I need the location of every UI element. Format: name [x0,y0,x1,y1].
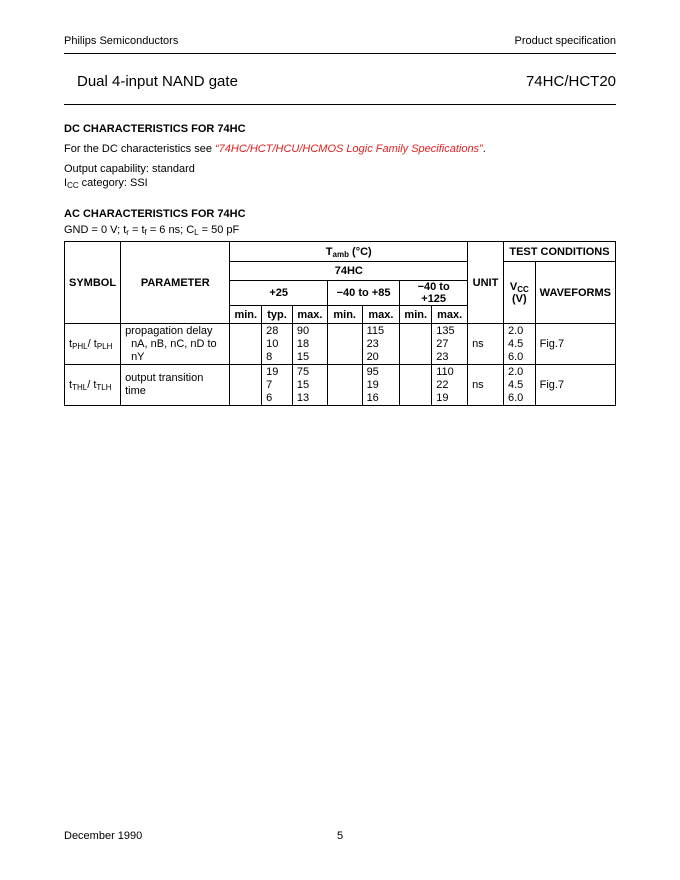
dc-intro-end: . [482,143,486,155]
col-label: max. [362,306,400,324]
header-rule-top [64,53,616,54]
max-125-cell [432,324,468,365]
value: 8 [266,350,273,363]
symbol-separator: / [87,337,94,350]
unit-cell: ns [468,324,504,365]
parameter-subtext: nA, nB, nC, nD to nY [131,337,217,363]
col-label: min. [400,306,432,324]
range-header-85: −40 to +85 [327,281,399,306]
symbol-cell [65,324,121,365]
symbol-text: t [93,378,97,391]
min-85-cell [327,324,362,365]
output-capability: Output capability: standard [64,163,195,175]
dc-heading: DC CHARACTERISTICS FOR 74HC [64,123,246,135]
value: 15 [296,378,310,391]
parameter-text: output transition time [125,372,204,397]
max-25-cell [292,365,327,406]
tamb-unit: (°C) [348,245,372,258]
range-header-125: −40 to +125 [400,281,468,306]
parameter-cell [121,324,230,365]
min-25-cell [230,365,262,406]
value: 115 [366,324,385,337]
value: 10 [266,337,279,350]
symbol-separator: / [87,378,94,391]
col-label: min. [327,306,362,324]
cond-sub-l: L [194,228,199,237]
company-name: Philips Semiconductors [64,35,179,47]
symbol-subscript: THL [72,382,88,392]
document-type: Product specification [514,35,616,47]
vcc-cell [503,365,535,406]
cond-sub-r: r [126,228,129,237]
footer-date: December 1990 [64,830,143,842]
value: 28 [266,324,279,337]
value: 27 [436,337,449,350]
parameter-header: PARAMETER [121,242,230,324]
unit-header: UNIT [468,242,504,324]
icc-symbol: I [64,177,68,189]
value: 95 [366,365,379,378]
symbol-subscript: PHL [72,341,88,351]
dc-intro [64,142,486,156]
document-title: Dual 4-input NAND gate [77,73,238,90]
cond-part-4: = 50 pF [198,224,240,236]
value: 19 [366,378,379,391]
max-125-cell [432,365,468,406]
value: 2.0 [507,324,524,337]
value: 135 [436,324,455,337]
ac-characteristics-table [64,241,616,406]
value: 15 [296,350,310,363]
symbol-text: t [69,337,73,350]
col-label: max. [292,306,327,324]
value: 16 [366,391,379,404]
parameter-cell [121,365,230,406]
max-85-cell [362,324,400,365]
value: 6 [266,391,273,404]
value: 4.5 [507,378,524,391]
family-header: 74HC [230,262,468,281]
waveform-cell: Fig.7 [535,365,615,406]
value: 110 [436,365,454,378]
value: 22 [436,378,449,391]
vcc-unit: (V) [511,292,527,305]
col-label: min. [230,306,262,324]
header-rule-bottom [64,104,616,105]
symbol-header: SYMBOL [65,242,121,324]
table-row [65,365,616,406]
value: 2.0 [507,365,524,378]
symbol-subscript: PLH [96,341,113,351]
vcc-header [503,262,535,324]
part-number: 74HC/HCT20 [525,73,616,90]
min-25-cell [230,324,262,365]
page-number: 5 [337,830,344,842]
value: 7 [266,378,273,391]
value: 75 [296,365,310,378]
min-125-cell [400,324,432,365]
vcc-cell [503,324,535,365]
ac-test-conditions [64,223,239,237]
value: 6.0 [507,391,524,404]
value: 6.0 [507,350,524,363]
icc-category [64,176,148,190]
parameter-text: propagation delay [125,324,213,337]
col-label: typ. [262,306,293,324]
value: 4.5 [507,337,524,350]
min-85-cell [327,365,362,406]
value: 18 [296,337,310,350]
ac-heading: AC CHARACTERISTICS FOR 74HC [64,208,246,220]
test-conditions-header: TEST CONDITIONS [503,242,615,262]
value: 19 [436,391,449,404]
value: 90 [296,324,310,337]
vcc-subscript: CC [517,284,529,294]
family-spec-link[interactable]: “74HC/HCT/HCU/HCMOS Logic Family Specifications” [215,143,483,155]
tamb-header [230,242,468,262]
value: 20 [366,350,379,363]
cond-sub-f: f [144,228,147,237]
cond-part-1: GND = 0 V; t [64,224,127,236]
typ-25-cell [262,365,293,406]
typ-25-cell [262,324,293,365]
value: 13 [296,391,310,404]
tamb-subscript: amb [332,249,349,259]
icc-category-text: category: SSI [78,177,148,189]
symbol-text: t [93,337,97,350]
value: 23 [436,350,449,363]
value: 19 [266,365,279,378]
symbol-subscript: TLH [96,382,112,392]
cond-part-3: = 6 ns; C [146,224,195,236]
waveform-cell: Fig.7 [535,324,615,365]
min-125-cell [400,365,432,406]
value: 23 [366,337,379,350]
range-header-25: +25 [230,281,327,306]
symbol-cell [65,365,121,406]
max-85-cell [362,365,400,406]
dc-intro-text: For the DC characteristics see [64,143,215,155]
cond-part-2: = t [128,224,145,236]
vcc-symbol: V [509,280,518,293]
table-row [65,324,616,365]
tamb-symbol: T [325,245,333,258]
symbol-text: t [69,378,73,391]
waveforms-header: WAVEFORMS [535,262,615,324]
col-label: max. [432,306,468,324]
unit-cell: ns [468,365,504,406]
icc-subscript: CC [67,181,79,190]
max-25-cell [292,324,327,365]
